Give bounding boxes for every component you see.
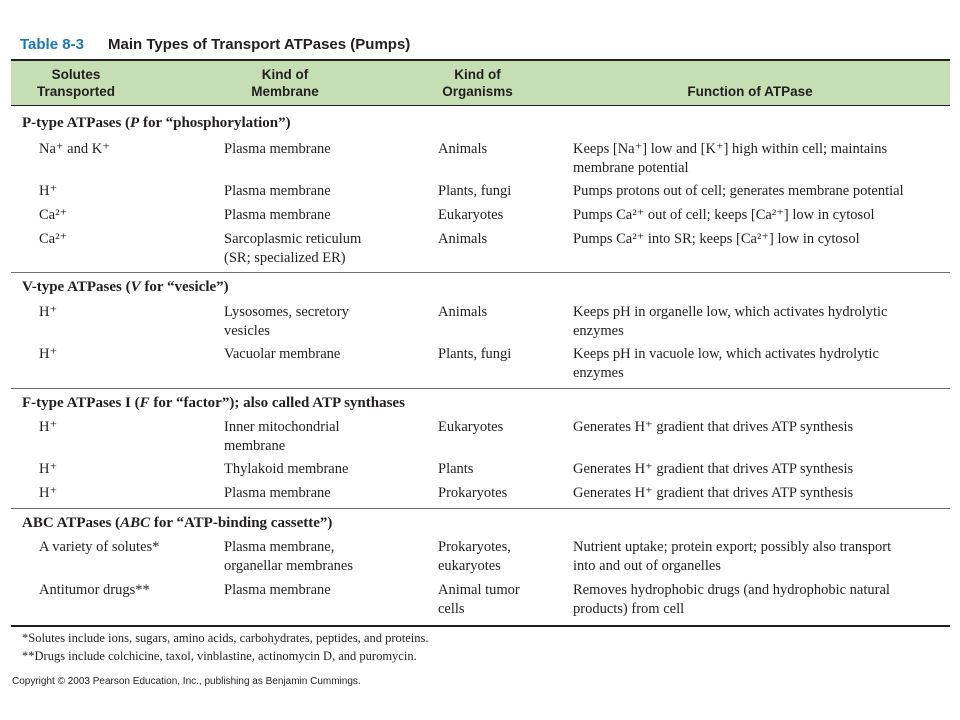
section-heading-suffix: for “ATP-binding cassette”) — [150, 515, 333, 531]
section-heading — [22, 115, 291, 132]
cell-membrane: Inner mitochondrial membrane — [224, 419, 340, 454]
column-header-membrane: Kind of Membrane — [251, 67, 319, 99]
cell-membrane: Sarcoplasmic reticulum (SR; specialized ER) — [224, 231, 362, 266]
cell-function: Keeps pH in organelle low, which activates hydrolytic enzymes — [573, 304, 888, 339]
cell-function: Removes hydrophobic drugs (and hydrophobic natural products) from cell — [573, 582, 890, 617]
column-header-organisms: Kind of Organisms — [442, 67, 513, 99]
cell-function: Generates H⁺ gradient that drives ATP synthesis — [573, 461, 854, 477]
section-heading — [22, 279, 229, 296]
cell-membrane: Plasma membrane — [224, 485, 331, 501]
cell-function: Keeps pH in vacuole low, which activates hydrolytic enzymes — [573, 346, 879, 381]
cell-solutes: H⁺ — [39, 461, 58, 477]
cell-membrane: Plasma membrane — [224, 582, 331, 598]
cell-membrane: Lysosomes, secretory vesicles — [224, 304, 349, 339]
cell-membrane: Plasma membrane, organellar membranes — [224, 539, 353, 574]
cell-membrane: Thylakoid membrane — [224, 461, 349, 477]
cell-function: Pumps Ca²⁺ into SR; keeps [Ca²⁺] low in cytosol — [573, 231, 860, 247]
cell-organisms: Animal tumor cells — [438, 582, 520, 617]
cell-organisms: Prokaryotes, eukaryotes — [438, 539, 511, 574]
column-header-solutes: Solutes Transported — [36, 67, 115, 99]
section-heading-prefix: P-type ATPases ( — [22, 115, 131, 131]
cell-membrane: Plasma membrane — [224, 207, 331, 223]
table-number: Table 8-3 — [20, 36, 84, 53]
cell-function: Generates H⁺ gradient that drives ATP synthesis — [573, 485, 854, 501]
cell-function: Pumps Ca²⁺ out of cell; keeps [Ca²⁺] low in cytosol — [573, 207, 875, 223]
cell-function: Keeps [Na⁺] low and [K⁺] high within cell; maintains membrane potential — [573, 141, 888, 176]
footnote-drugs: **Drugs include colchicine, taxol, vinblastine, actinomycin D, and puromycin. — [22, 649, 417, 663]
section-heading — [22, 395, 405, 412]
section-heading-suffix: for “phosphorylation”) — [139, 115, 291, 131]
cell-solutes: Na⁺ and K⁺ — [39, 141, 110, 157]
cell-organisms: Prokaryotes — [438, 485, 508, 501]
section-heading-prefix: V-type ATPases ( — [22, 279, 131, 295]
section-heading-letter: F — [139, 395, 150, 411]
section-heading-letter: ABC — [120, 515, 151, 531]
cell-membrane: Vacuolar membrane — [224, 346, 341, 362]
section-separator — [11, 388, 950, 389]
section-heading-letter: V — [130, 279, 141, 295]
cell-solutes: A variety of solutes* — [39, 539, 160, 555]
section-separator — [11, 272, 950, 273]
column-header-function: Function of ATPase — [687, 84, 813, 99]
cell-solutes: Antitumor drugs** — [39, 582, 150, 598]
cell-organisms: Plants, fungi — [438, 183, 512, 199]
cell-organisms: Eukaryotes — [438, 419, 504, 435]
footnote-solutes: *Solutes include ions, sugars, amino acids, carbohydrates, peptides, and proteins. — [22, 631, 429, 645]
cell-organisms: Plants, fungi — [438, 346, 512, 362]
cell-solutes: H⁺ — [39, 485, 58, 501]
cell-membrane: Plasma membrane — [224, 183, 331, 199]
cell-solutes: Ca²⁺ — [39, 207, 68, 223]
cell-membrane: Plasma membrane — [224, 141, 331, 157]
cell-solutes: H⁺ — [39, 346, 58, 362]
section-heading — [22, 515, 332, 532]
cell-organisms: Eukaryotes — [438, 207, 504, 223]
copyright-notice: Copyright © 2003 Pearson Education, Inc., publishing as Benjamin Cummings. — [12, 676, 361, 687]
cell-organisms: Plants — [438, 461, 474, 477]
section-heading-suffix: for “vesicle”) — [140, 279, 229, 295]
cell-organisms: Animals — [438, 304, 488, 320]
section-heading-prefix: ABC ATPases ( — [22, 515, 121, 531]
cell-solutes: Ca²⁺ — [39, 231, 68, 247]
bottom-rule — [11, 625, 950, 627]
cell-solutes: H⁺ — [39, 304, 58, 320]
cell-solutes: H⁺ — [39, 183, 58, 199]
cell-organisms: Animals — [438, 141, 488, 157]
table-title: Main Types of Transport ATPases (Pumps) — [108, 36, 411, 53]
cell-organisms: Animals — [438, 231, 488, 247]
cell-function: Nutrient uptake; protein export; possibly also transport into and out of organelles — [573, 539, 892, 574]
section-separator — [11, 508, 950, 509]
header-rule — [11, 105, 950, 106]
section-heading-letter: P — [130, 115, 140, 131]
cell-solutes: H⁺ — [39, 419, 58, 435]
section-heading-suffix: for “factor”); also called ATP synthases — [149, 395, 405, 411]
cell-function: Pumps protons out of cell; generates membrane potential — [573, 183, 904, 199]
cell-function: Generates H⁺ gradient that drives ATP synthesis — [573, 419, 854, 435]
section-heading-prefix: F-type ATPases I ( — [22, 395, 140, 411]
